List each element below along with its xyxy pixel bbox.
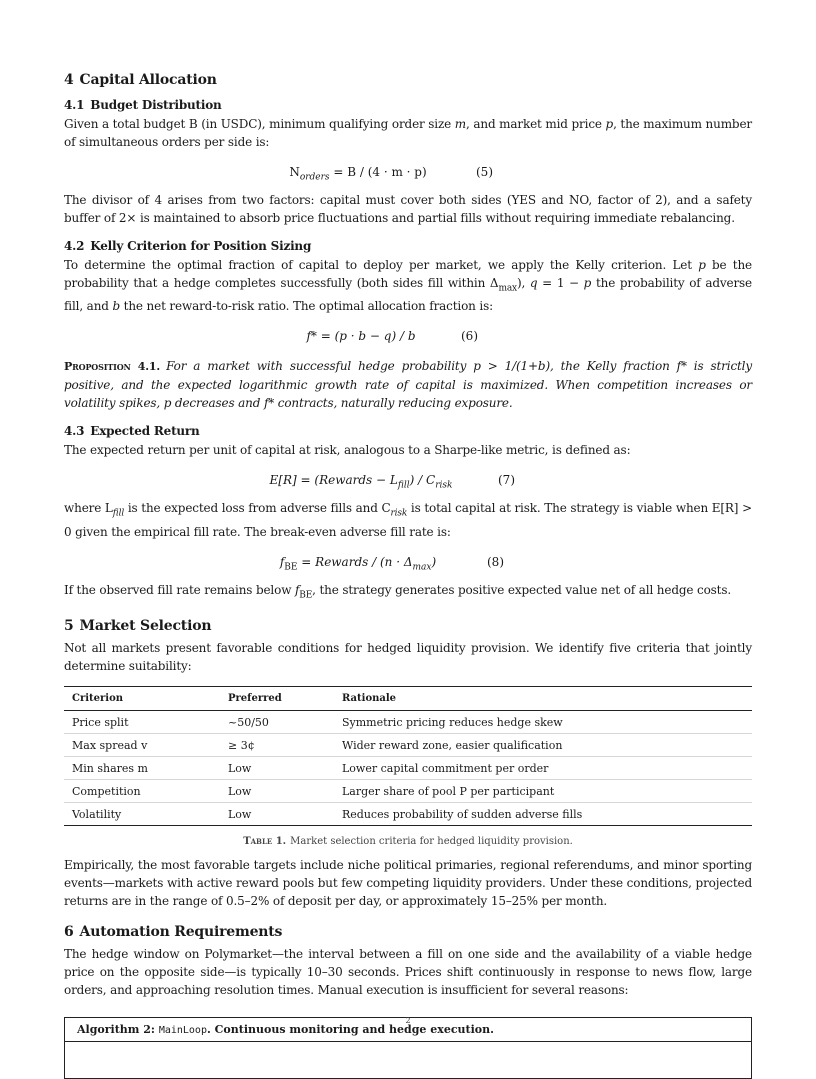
table-cell: Low [220,780,334,803]
table-header-row [64,687,752,711]
equation-5: $N_{orders} = B / (4 \cdot m \cdot p)$ (5) [289,165,493,183]
table-cell: Max spread v [64,734,220,757]
equation-6: f* = (p · b − q) / b (6) [306,329,478,344]
table-cell: Min shares m [64,757,220,780]
table-cell: Low [220,803,334,826]
section-4-heading: 4 Capital Allocation [64,72,217,88]
proposition-4-1: Proposition 4.1. For a market with successful hedge probability p > 1/(1+b), the Kelly fraction f* is strictly positive, and the expected logarithmic growth rate of capital is maximized. When competition increases or volatility spikes, p decreases and f* contracts, naturally reducing exposure. [64,359,753,411]
page-number: 2 [405,1016,411,1025]
algorithm-title: Algorithm 2: MainLoop. Continuous monitoring and hedge execution. [65,1018,751,1042]
criteria-table [64,686,752,826]
table-row [64,734,752,757]
table-caption: Table 1. Market selection criteria for hedged liquidity provision. [243,836,573,848]
table-row [64,757,752,780]
table-cell: Larger share of pool P per participant [334,780,752,803]
equation-number: (8) [487,554,504,569]
paragraph-budget: Given a total budget B (in USDC), minimum qualifying order size m, and market mid price p, the maximum number of simultaneous orders per side is: [64,117,752,149]
table-row [64,780,752,803]
column-header: Preferred [220,687,334,711]
paragraph-kelly: To determine the optimal fraction of capital to deploy per market, we apply the Kelly criterion. Let p be the probability that a hedge completes successfully (both sides fill within $\Delta_{max}$), q = 1 − p the probability of adverse fill, and b the net reward-to-risk ratio. The optimal allocation fraction is: [64,258,752,314]
table-cell: Low [220,757,334,780]
table-cell: ~50/50 [220,711,334,734]
table-cell: Wider reward zone, easier qualification [334,734,752,757]
paragraph-empirical: Empirically, the most favorable targets include niche political primaries, regional referendums, and minor sporting events—markets with active reward pools but few competing liquidity providers. Under these conditions, projected returns are in the range of 0.5–2% of deposit per day, or approximately 15–25% per month. [64,858,752,909]
section-4-3-heading: 4.3 Expected Return [64,424,200,439]
section-6-heading: 6 Automation Requirements [64,924,283,941]
paragraph-expected-return: The expected return per unit of capital at risk, analogous to a Sharpe-like metric, is defined as: [64,443,631,458]
algorithm-box [64,1017,752,1079]
paragraph-market-selection: Not all markets present favorable conditions for hedged liquidity provision. We identify five criteria that jointly determine suitability: [64,641,752,674]
table-cell: ≥ 3¢ [220,734,334,757]
table-row [64,711,752,734]
equation-number: (6) [461,329,478,344]
column-header: Criterion [64,687,220,711]
paragraph-loss-def: where $L_{fill}$ is the expected loss from adverse fills and $C_{risk}$ is total capital at risk. The strategy is viable when E[R] > 0 given the empirical fill rate. The break-even adverse fill rate is: [64,501,752,539]
section-5-heading: 5 Market Selection [64,618,212,635]
table-cell: Price split [64,711,220,734]
paragraph-breakeven: If the observed fill rate remains below $f_{BE}$, the strategy generates positive expected value net of all hedge costs. [64,582,732,601]
section-4-2-heading: 4.2 Kelly Criterion for Position Sizing [64,239,312,253]
column-header: Rationale [334,687,752,711]
table-cell: Volatility [64,803,220,826]
paper-page [64,68,752,999]
equation-number: (7) [498,473,515,488]
table-cell: Reduces probability of sudden adverse fills [334,803,752,826]
equation-8: $f_{BE}$ = Rewards / $(n \cdot \Delta_{max})$ (8) [279,554,504,573]
table-row [64,803,752,826]
table-cell: Symmetric pricing reduces hedge skew [334,711,752,734]
section-4-1-heading: 4.1 Budget Distribution [64,98,222,112]
equation-number: (5) [476,165,493,179]
paragraph-divisor: The divisor of 4 arises from two factors: capital must cover both sides (YES and NO, factor of 2), and a safety buffer of 2× is maintained to absorb price fluctuations and partial fills without requiring immediate rebalancing. [64,193,752,225]
table-cell: Competition [64,780,220,803]
table-cell: Lower capital commitment per order [334,757,752,780]
paragraph-automation: The hedge window on Polymarket—the interval between a fill on one side and the availability of a viable hedge price on the opposite side—is typically 10–30 seconds. Prices shift continuously in response to news flow, large orders, and approaching resolution times. Manual execution is insufficient for several reasons: [64,947,752,998]
equation-7: E[R] = (Rewards − $L_{fill}) / C_{risk}$ (7) [269,473,515,491]
